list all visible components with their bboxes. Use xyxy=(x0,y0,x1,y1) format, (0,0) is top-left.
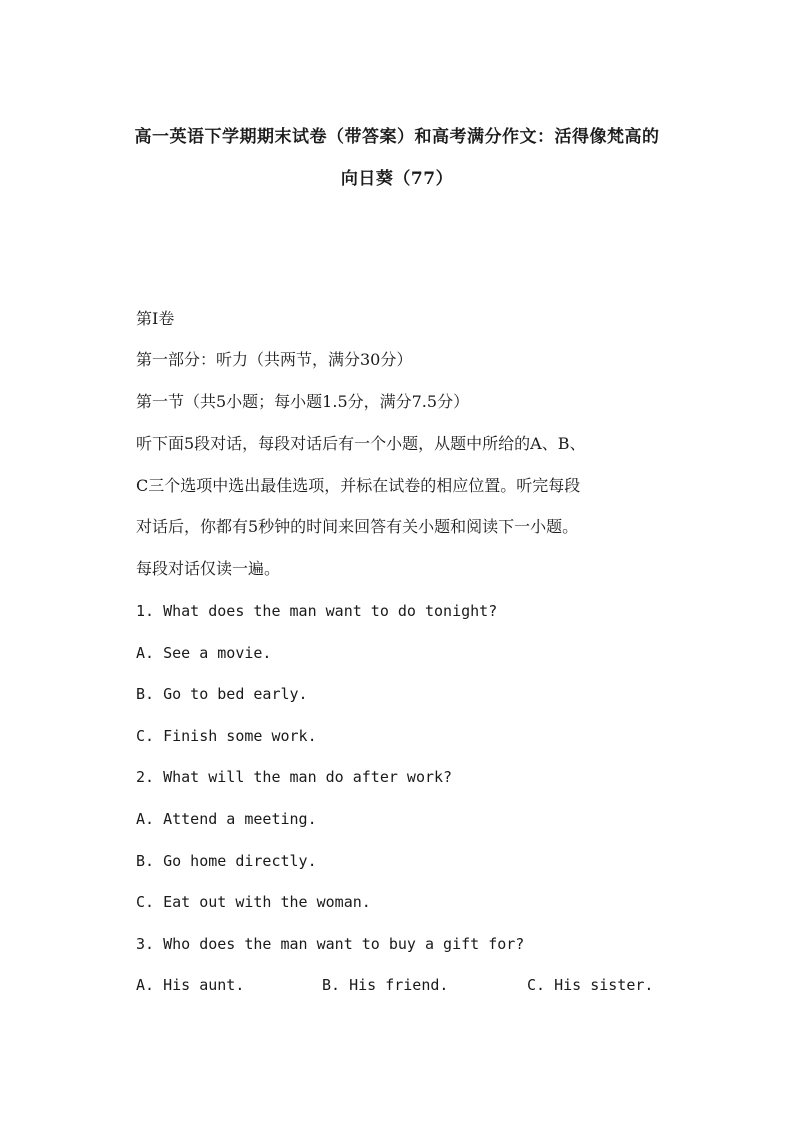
question-stem-2: 2. What will the man do after work? xyxy=(136,768,453,786)
question-stem-1: 1. What does the man want to do tonight? xyxy=(136,602,498,620)
document-title-line-1: 高一英语下学期期末试卷（带答案）和高考满分作文：活得像梵高的 xyxy=(134,127,660,147)
question-1-option-b: B. Go to bed early. xyxy=(136,685,308,703)
question-2-option-b: B. Go home directly. xyxy=(136,852,317,870)
volume-heading: 第Ⅰ卷 xyxy=(136,309,175,328)
instruction-line: 听下面5段对话，每段对话后有一个小题，从题中所给的A、B、 xyxy=(136,434,586,453)
question-2-option-a: A. Attend a meeting. xyxy=(136,810,317,828)
document-title-line-2: 向日葵（77） xyxy=(340,169,454,189)
subsection-heading: 第一节（共5小题；每小题1.5分，满分7.5分） xyxy=(136,392,470,411)
part-heading: 第一部分：听力（共两节，满分30分） xyxy=(136,350,413,369)
instruction-line: 每段对话仅读一遍。 xyxy=(136,559,281,578)
instruction-line: C三个选项中选出最佳选项，并标在试卷的相应位置。听完每段 xyxy=(136,476,581,495)
question-3-option-b: B. His friend. xyxy=(322,976,449,994)
question-1-option-c: C. Finish some work. xyxy=(136,727,317,745)
question-2-option-c: C. Eat out with the woman. xyxy=(136,893,371,911)
instruction-line: 对话后，你都有5秒钟的时间来回答有关小题和阅读下一小题。 xyxy=(136,517,579,536)
question-3-option-a: A. His aunt. xyxy=(136,976,245,994)
question-stem-3: 3. Who does the man want to buy a gift for? xyxy=(136,935,525,953)
question-1-option-a: A. See a movie. xyxy=(136,644,272,662)
question-3-option-c: C. His sister. xyxy=(527,976,654,994)
